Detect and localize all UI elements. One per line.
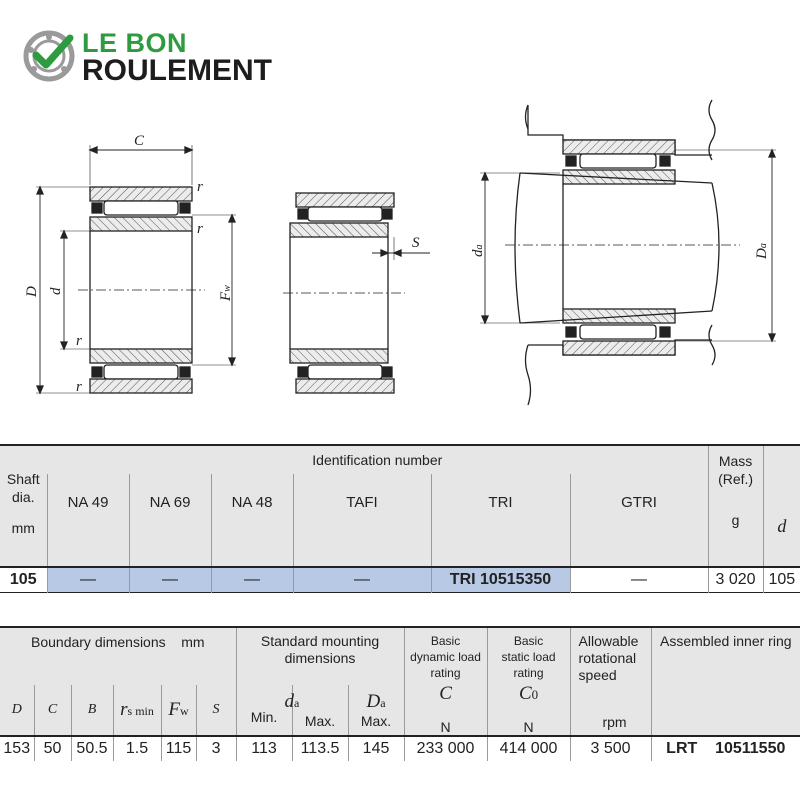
col-rs-header: rs min [113,685,161,736]
na49-value: — [47,567,129,593]
label-r-2: r [197,221,203,237]
value-S: 3 [196,736,236,761]
col-Fw-header: Fw [161,685,196,736]
series-tafi-header: TAFI [293,474,431,567]
col-Da-max-header: Da Max. [348,685,404,736]
series-tri-header: TRI [431,474,570,567]
value-B: 50.5 [71,736,113,761]
series-na49-header: NA 49 [47,474,129,567]
label-Da: Da [754,243,770,259]
value-dynamic-load: 233 000 [404,736,487,761]
label-C: C [134,133,145,149]
tafi-value: — [293,567,431,593]
label-d: d [48,287,64,295]
value-inner-ring[interactable]: LRT 10511550 [651,736,800,761]
value-D: 153 [0,736,34,761]
bearing-drawing [0,95,800,440]
drawing-bearing-with-ring [36,145,236,393]
static-load-header: Basic static load rating C0 N [487,627,570,736]
col-B-header: B [71,685,113,736]
value-speed: 3 500 [570,736,651,761]
identification-table [0,444,800,593]
value-rs: 1.5 [113,736,161,761]
drawing-mounting [480,100,776,405]
logo-text-line1: LE BON [82,28,188,58]
dimensions-table [0,626,800,761]
series-na69-header: NA 69 [129,474,211,567]
label-Fw: Fw [218,285,234,301]
identification-number-header: Identification number [47,445,708,474]
value-Da-max: 145 [348,736,404,761]
bearing-check-icon [22,28,78,84]
brand-logo [22,24,322,88]
value-Fw: 115 [161,736,196,761]
col-da-min-header: Min. [236,685,292,736]
shaft-dia-value: 105 [0,567,47,593]
tri-value[interactable]: TRI 10515350 [431,567,570,593]
series-gtri-header: GTRI [570,474,708,567]
col-da-max-header: da Max. [292,685,348,736]
label-D: D [24,286,40,297]
label-r-3: r [76,333,82,349]
drawing-bearing-without-ring [283,193,430,393]
label-S: S [412,235,420,251]
value-C: 50 [34,736,71,761]
col-C-header: C [34,685,71,736]
na69-value: — [129,567,211,593]
d-value: 105 [763,567,800,593]
label-r-1: r [197,179,203,195]
mounting-dimensions-header: Standard mounting dimensions [236,627,404,685]
inner-ring-header: Assembled inner ring [651,627,800,736]
logo-text-line2: ROULEMENT [82,54,272,87]
value-da-max: 113.5 [292,736,348,761]
col-S-header: S [196,685,236,736]
d-header: d [763,445,800,567]
col-D-header: D [0,685,34,736]
dynamic-load-header: Basic dynamic load rating C N [404,627,487,736]
speed-header: Allowable rotational speed rpm [570,627,651,736]
gtri-value: — [570,567,708,593]
label-da: da [470,244,486,257]
mass-header: Mass (Ref.) g [708,445,763,567]
na48-value: — [211,567,293,593]
value-static-load: 414 000 [487,736,570,761]
series-na48-header: NA 48 [211,474,293,567]
label-r-4: r [76,379,82,395]
boundary-dimensions-header: Boundary dimensions mm [0,627,236,685]
mass-value: 3 020 [708,567,763,593]
value-da-min: 113 [236,736,292,761]
shaft-dia-header: Shaft dia. mm [0,445,47,567]
